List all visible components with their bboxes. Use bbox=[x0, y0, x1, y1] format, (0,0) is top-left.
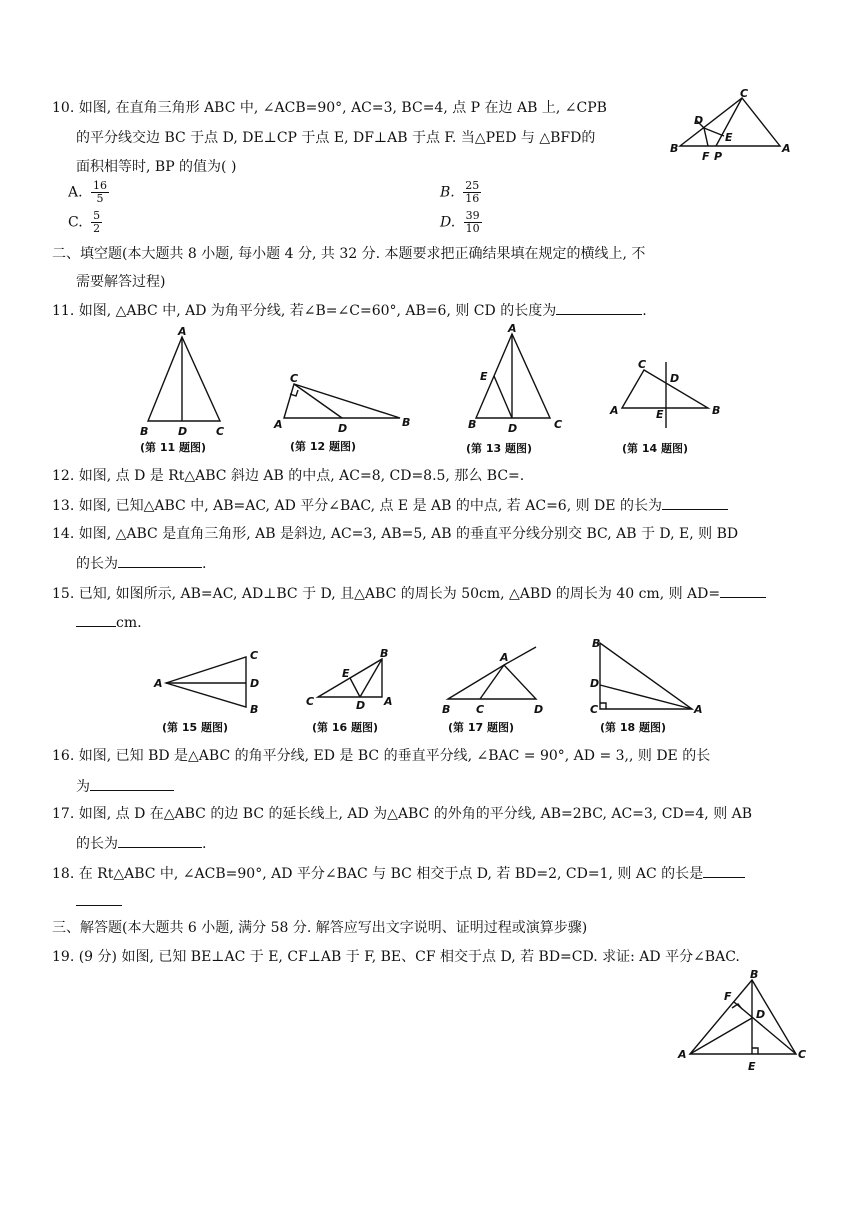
svg-text:D: D bbox=[338, 422, 348, 435]
svg-text:(第 18 题图): (第 18 题图) bbox=[600, 721, 667, 734]
q14-line2: 的长为 . bbox=[76, 553, 206, 574]
svg-text:F: F bbox=[724, 990, 732, 1003]
svg-text:C: C bbox=[306, 695, 315, 708]
svg-text:(第 15 题图): (第 15 题图) bbox=[162, 721, 229, 734]
svg-text:A: A bbox=[178, 325, 187, 338]
svg-text:B: B bbox=[592, 637, 601, 650]
q10-option-d: D. $\frac{39}{10}$ bbox=[440, 209, 480, 235]
figure-q18 bbox=[586, 633, 706, 737]
q10-label-c: C bbox=[740, 87, 749, 100]
figure-q12 bbox=[268, 370, 418, 460]
svg-text:E: E bbox=[480, 370, 488, 383]
svg-text:D: D bbox=[250, 677, 260, 690]
svg-text:(第 11 题图): (第 11 题图) bbox=[140, 441, 207, 454]
q15-line1: 15. 已知, 如图所示, AB=AC, AD⊥BC 于 D, 且△ABC 的周长为 50cm, △ABD 的周长为 40 cm, 则 AD= bbox=[52, 583, 766, 604]
svg-text:C: C bbox=[798, 1048, 807, 1061]
q17-line1: 17. 如图, 点 D 在△ABC 的边 BC 的延长线上, AD 为△ABC 的外角的平分线, AB=2BC, AC=3, CD=4, 则 AB bbox=[52, 806, 753, 822]
svg-text:B: B bbox=[712, 404, 721, 417]
svg-text:D: D bbox=[356, 699, 366, 712]
svg-text:D: D bbox=[590, 677, 600, 690]
q12-text: 12. 如图, 点 D 是 Rt△ABC 斜边 AB 的中点, AC=8, CD=8.5, 那么 BC=. bbox=[52, 468, 525, 484]
svg-text:D: D bbox=[670, 372, 680, 385]
figure-q17 bbox=[440, 645, 550, 737]
svg-text:(第 12 题图): (第 12 题图) bbox=[290, 440, 357, 453]
svg-text:A: A bbox=[694, 703, 703, 716]
svg-text:E: E bbox=[342, 667, 350, 680]
svg-text:B: B bbox=[250, 703, 259, 716]
q16-line1: 16. 如图, 已知 BD 是△ABC 的角平分线, ED 是 BC 的垂直平分线, ∠BAC = 90°, AD = 3,, 则 DE 的长 bbox=[52, 748, 711, 764]
svg-text:D: D bbox=[756, 1008, 766, 1021]
figure-q16 bbox=[300, 645, 420, 737]
svg-text:C: C bbox=[590, 703, 599, 716]
q18-text: 18. 在 Rt△ABC 中, ∠ACB=90°, AD 平分∠BAC 与 BC 相交于点 D, 若 BD=2, CD=1, 则 AC 的长是 bbox=[52, 863, 745, 884]
svg-text:A: A bbox=[508, 322, 517, 335]
q10-option-c: C. $\frac{5}{2}$ bbox=[68, 209, 101, 235]
svg-text:E: E bbox=[748, 1060, 756, 1073]
q10-label-b: B bbox=[670, 142, 679, 155]
figure-q11 bbox=[136, 325, 246, 457]
svg-text:B: B bbox=[402, 416, 411, 429]
svg-text:(第 16 题图): (第 16 题图) bbox=[312, 721, 379, 734]
svg-text:E: E bbox=[656, 408, 664, 421]
q10-line1: 10. 如图, 在直角三角形 ABC 中, ∠ACB=90°, AC=3, BC=4, 点 P 在边 AB 上, ∠CPB bbox=[52, 100, 607, 116]
q10-label-e: E bbox=[725, 131, 733, 144]
svg-text:B: B bbox=[442, 703, 451, 716]
q15-line2: cm. bbox=[76, 612, 142, 633]
svg-text:(第 14 题图): (第 14 题图) bbox=[622, 442, 689, 455]
figure-q19 bbox=[676, 968, 814, 1078]
q13-text: 13. 如图, 已知△ABC 中, AB=AC, AD 平分∠BAC, 点 E 是 AB 的中点, 若 AC=6, 则 DE 的长为 bbox=[52, 495, 728, 516]
svg-text:B: B bbox=[140, 425, 149, 438]
q18-line2 bbox=[76, 891, 122, 912]
q10-option-a: A. $\frac{16}{5}$ bbox=[68, 179, 108, 205]
q19-text: 19. (9 分) 如图, 已知 BE⊥AC 于 E, CF⊥AB 于 F, BE、CF 相交于点 D, 若 BD=CD. 求证: AD 平分∠BAC. bbox=[52, 949, 740, 965]
svg-text:C: C bbox=[476, 703, 485, 716]
svg-text:D: D bbox=[178, 425, 188, 438]
q10-label-p: P bbox=[714, 150, 723, 163]
svg-text:C: C bbox=[250, 649, 259, 662]
svg-text:C: C bbox=[290, 372, 299, 385]
svg-text:B: B bbox=[750, 968, 759, 981]
section2-line2: 需要解答过程) bbox=[76, 274, 166, 290]
svg-text:(第 17 题图): (第 17 题图) bbox=[448, 721, 515, 734]
q14-line1: 14. 如图, △ABC 是直角三角形, AB 是斜边, AC=3, AB=5, AB 的垂直平分线分别交 BC, AB 于 D, E, 则 BD bbox=[52, 526, 739, 542]
svg-text:A: A bbox=[384, 695, 393, 708]
svg-text:C: C bbox=[554, 418, 563, 431]
q10-label-d: D bbox=[694, 114, 704, 127]
q10-line3: 面积相等时, BP 的值为( ) bbox=[76, 159, 237, 175]
svg-text:B: B bbox=[380, 647, 389, 660]
q11-text: 11. 如图, △ABC 中, AD 为角平分线, 若∠B=∠C=60°, AB=6, 则 CD 的长度为 . bbox=[52, 300, 647, 321]
svg-text:A: A bbox=[154, 677, 163, 690]
section2-line1: 二、填空题(本大题共 8 小题, 每小题 4 分, 共 32 分. 本题要求把正确结果填在规定的横线上, 不 bbox=[52, 246, 646, 262]
q10-label-a: A bbox=[782, 142, 791, 155]
figure-q15 bbox=[152, 645, 272, 737]
q17-line2: 的长为 . bbox=[76, 833, 206, 854]
svg-text:A: A bbox=[610, 404, 619, 417]
figure-q13 bbox=[456, 320, 576, 460]
svg-text:A: A bbox=[678, 1048, 687, 1061]
svg-text:D: D bbox=[508, 422, 518, 435]
q10-label-f: F bbox=[702, 150, 710, 163]
svg-text:C: C bbox=[638, 358, 647, 371]
svg-text:A: A bbox=[274, 418, 283, 431]
svg-text:C: C bbox=[216, 425, 225, 438]
section3-heading: 三、解答题(本大题共 6 小题, 满分 58 分. 解答应写出文字说明、证明过程或演算步骤) bbox=[52, 920, 588, 936]
svg-text:D: D bbox=[534, 703, 544, 716]
svg-text:(第 13 题图): (第 13 题图) bbox=[466, 442, 533, 455]
q16-line2: 为 bbox=[76, 776, 174, 797]
q10-line2: 的平分线交边 BC 于点 D, DE⊥CP 于点 E, DF⊥AB 于点 F. 当△PED 与 △BFD的 bbox=[76, 130, 596, 146]
figure-q10 bbox=[668, 86, 798, 166]
svg-text:B: B bbox=[468, 418, 477, 431]
q10-option-b: B. $\frac{25}{16}$ bbox=[440, 179, 480, 205]
svg-text:A: A bbox=[500, 651, 509, 664]
figure-q14 bbox=[604, 352, 724, 460]
